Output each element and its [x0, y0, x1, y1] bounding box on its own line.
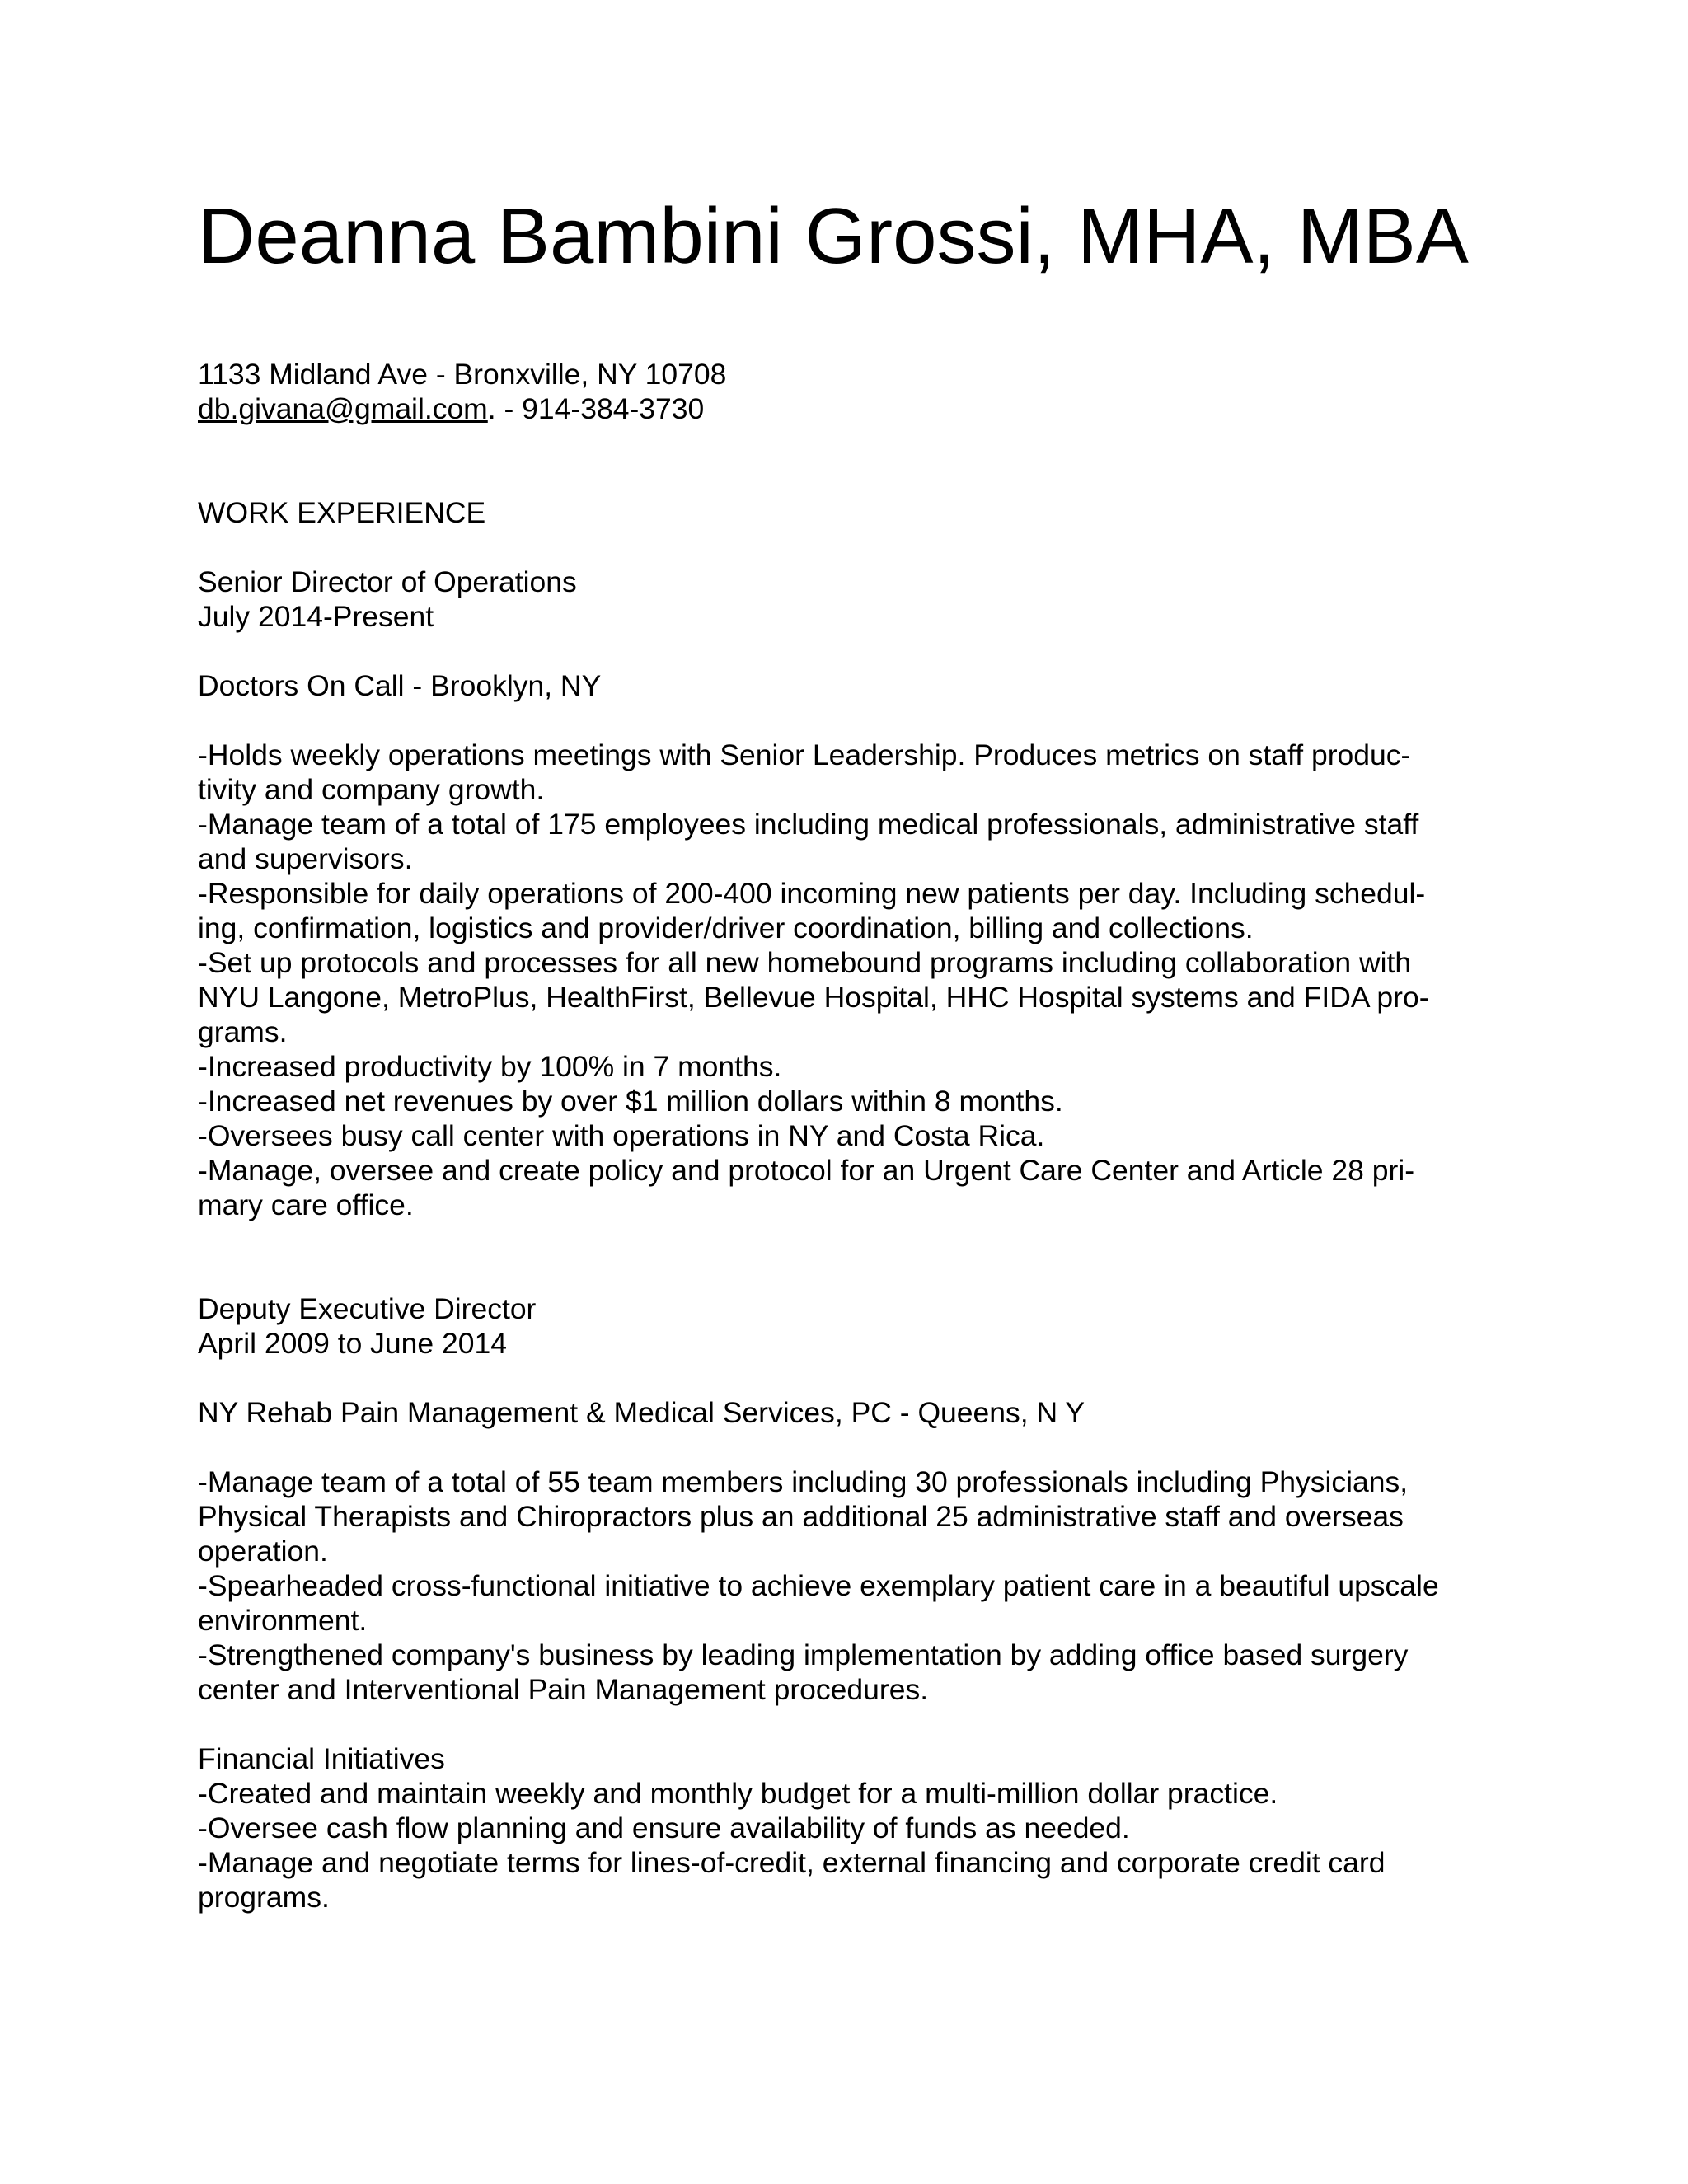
job-title: Deputy Executive Director — [198, 1292, 537, 1325]
description-line: programs. — [198, 1881, 330, 1914]
description-line: ing, confirmation, logistics and provider/driver coordination, billing and collections. — [198, 912, 1254, 944]
job-employer: Doctors On Call - Brooklyn, NY — [198, 669, 602, 702]
resume-body — [198, 357, 1484, 1915]
job-title: Senior Director of Operations — [198, 565, 577, 598]
description-line: center and Interventional Pain Management procedures. — [198, 1673, 929, 1706]
description-line: -Increased net revenues by over $1 million dollars within 8 months. — [198, 1085, 1063, 1118]
description-line: mary care office. — [198, 1188, 414, 1221]
description-line: -Strengthened company's business by leading implementation by adding office based surgery — [198, 1638, 1409, 1671]
job-description — [198, 1465, 1484, 1707]
description-line: -Manage and negotiate terms for lines-of-credit, external financing and corporate credit card — [198, 1846, 1386, 1879]
description-line: -Spearheaded cross-functional initiative to achieve exemplary patient care in a beautiful upscale — [198, 1569, 1439, 1602]
phone-text: . - 914-384-3730 — [487, 392, 705, 425]
description-line: operation. — [198, 1535, 328, 1568]
contact-line — [198, 391, 1484, 426]
description-line: environment. — [198, 1604, 368, 1637]
description-line: tivity and company growth. — [198, 773, 545, 806]
email-link[interactable]: db.givana@gmail.com — [198, 392, 488, 425]
job-dates: April 2009 to June 2014 — [198, 1327, 508, 1360]
description-line: -Responsible for daily operations of 200-400 incoming new patients per day. Including schedul- — [198, 877, 1426, 910]
description-line: -Manage team of a total of 175 employees including medical professionals, administrative staff — [198, 808, 1419, 841]
description-line: -Manage team of a total of 55 team members including 30 professionals including Physicians, — [198, 1465, 1409, 1498]
description-line: and supervisors. — [198, 842, 413, 875]
job-description — [198, 738, 1484, 1222]
description-line: -Oversees busy call center with operations in NY and Costa Rica. — [198, 1119, 1045, 1152]
job-dates: July 2014-Present — [198, 600, 434, 633]
financial-description — [198, 1776, 1484, 1915]
description-line: -Manage, oversee and create policy and protocol for an Urgent Care Center and Article 28 pri- — [198, 1154, 1415, 1187]
job-employer: NY Rehab Pain Management & Medical Services, PC - Queens, N Y — [198, 1396, 1085, 1429]
description-line: NYU Langone, MetroPlus, HealthFirst, Bellevue Hospital, HHC Hospital systems and FIDA pro- — [198, 981, 1429, 1014]
address-line: 1133 Midland Ave - Bronxville, NY 10708 — [198, 358, 727, 391]
description-line: -Increased productivity by 100% in 7 months. — [198, 1050, 782, 1083]
section-heading-work-experience: WORK EXPERIENCE — [198, 496, 486, 529]
subsection-heading-financial: Financial Initiatives — [198, 1742, 445, 1775]
description-line: -Created and maintain weekly and monthly budget for a multi-million dollar practice. — [198, 1777, 1278, 1810]
description-line: Physical Therapists and Chiropractors plus an additional 25 administrative staff and overseas — [198, 1500, 1404, 1533]
description-line: grams. — [198, 1015, 288, 1048]
description-line: -Holds weekly operations meetings with Senior Leadership. Produces metrics on staff produc- — [198, 738, 1411, 771]
description-line: -Oversee cash flow planning and ensure availability of funds as needed. — [198, 1811, 1130, 1844]
candidate-name: Deanna Bambini Grossi, MHA, MBA — [198, 192, 1469, 280]
description-line: -Set up protocols and processes for all new homebound programs including collaboration with — [198, 946, 1412, 979]
